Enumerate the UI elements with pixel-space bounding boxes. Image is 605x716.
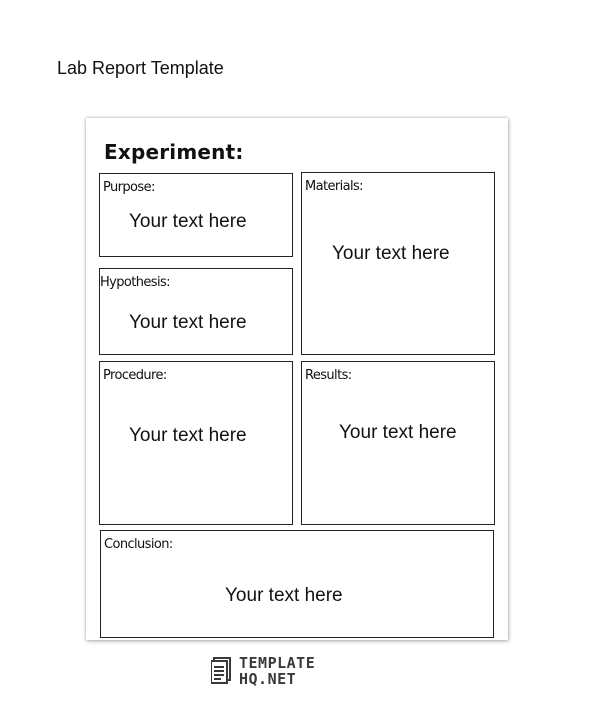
experiment-title: Experiment: xyxy=(104,140,244,164)
materials-box xyxy=(301,172,495,355)
hypothesis-box xyxy=(99,268,293,355)
results-text: Your text here xyxy=(339,422,457,443)
purpose-text: Your text here xyxy=(129,211,247,232)
document-icon xyxy=(211,656,235,684)
procedure-text: Your text here xyxy=(129,425,247,446)
procedure-box xyxy=(99,361,293,525)
conclusion-box xyxy=(100,530,494,638)
templatehq-logo xyxy=(211,654,331,686)
procedure-label: Procedure: xyxy=(103,368,167,383)
materials-text: Your text here xyxy=(332,243,450,264)
logo-text-bottom: HQ.NET xyxy=(239,670,297,688)
hypothesis-label: Hypothesis: xyxy=(100,275,170,290)
results-box xyxy=(301,361,495,525)
materials-label: Materials: xyxy=(305,179,363,194)
results-label: Results: xyxy=(305,368,352,383)
conclusion-text: Your text here xyxy=(225,585,343,606)
hypothesis-text: Your text here xyxy=(129,312,247,333)
conclusion-label: Conclusion: xyxy=(104,537,173,552)
purpose-box xyxy=(99,173,293,257)
logo-text-top: TEMPLATE xyxy=(239,654,316,672)
purpose-label: Purpose: xyxy=(103,180,155,195)
lab-report-sheet xyxy=(86,118,508,640)
page-title: Lab Report Template xyxy=(57,58,224,78)
